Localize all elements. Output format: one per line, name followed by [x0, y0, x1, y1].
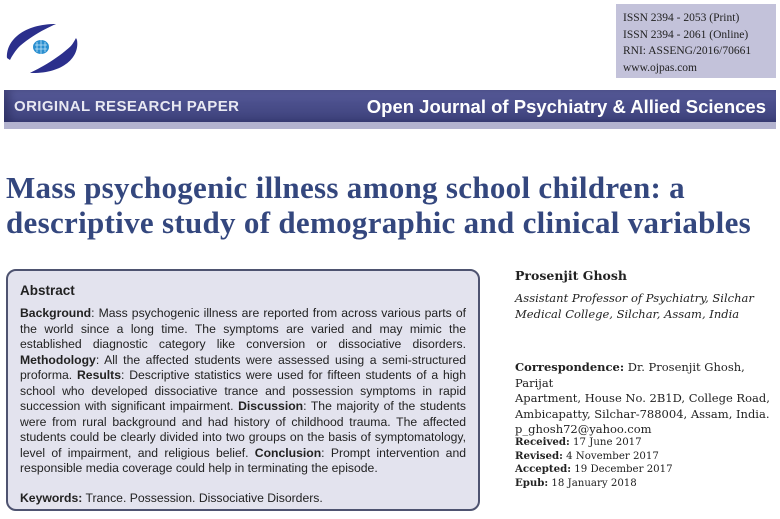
background-label: Background	[20, 306, 92, 320]
brain-icon	[33, 40, 49, 54]
banner-underline	[4, 122, 776, 129]
title-line-1: Mass psychogenic illness among school children: a	[6, 170, 685, 205]
results-text: : Descriptive statistics were used for fifteen students of a high school who developed dissociative trance and possession symptoms in rapid succession with significant impairment.	[20, 368, 466, 413]
correspondence-line-1: Dr. Prosenjit Ghosh, Parijat	[515, 360, 745, 390]
correspondence-label: Correspondence:	[515, 360, 625, 374]
discussion-label: Discussion	[238, 399, 304, 413]
correspondence-line-3: Ambicapatty, Silchar-788004, Assam, India.	[515, 406, 770, 421]
keywords-text: Trance. Possession. Dissociative Disorders.	[82, 490, 323, 505]
revised-date: Revised: 4 November 2017	[515, 449, 659, 462]
discussion-text: : The majority of the students were from rural background and had history of childhood trauma. The affected students could be clearly divided into two groups on the basis of symptomatology, level of impairment, and religious belief.	[20, 399, 466, 460]
methodology-text: : All the affected students were assessed using a semi-structured proforma.	[20, 352, 466, 382]
background-text: : Mass psychogenic illness are reported from across various parts of the world since a long time. The symptoms are varied and may mimic the established diagnostic category like conversion or dissociative disorders.	[20, 306, 466, 351]
issn-info-box	[616, 4, 776, 78]
affiliation-line-2: Medical College, Silchar, Assam, India	[515, 307, 740, 321]
article-title	[6, 170, 776, 240]
accepted-date: Accepted: 19 December 2017	[515, 463, 673, 475]
abstract-body	[20, 306, 466, 477]
author-affiliation	[515, 290, 777, 322]
abstract-heading: Abstract	[20, 283, 75, 298]
epub-date: Epub: 18 January 2018	[515, 476, 637, 489]
journal-website[interactable]: www.ojpas.com	[623, 61, 697, 74]
abstract-box	[6, 269, 480, 511]
conclusion-text: : Prompt intervention and responsible media coverage could help in terminating the episode.	[20, 445, 466, 475]
keywords	[20, 491, 466, 505]
journal-name: Open Journal of Psychiatry & Allied Sciences	[366, 96, 766, 117]
methodology-label: Methodology	[20, 352, 96, 367]
rni-number: RNI: ASSENG/2016/70661	[623, 45, 752, 57]
article-type: ORIGINAL RESEARCH PAPER	[14, 98, 240, 115]
publication-dates	[515, 436, 777, 490]
author-name: Prosenjit Ghosh	[515, 268, 628, 283]
conclusion-label: Conclusion	[254, 445, 322, 460]
journal-logo	[4, 18, 80, 78]
results-label: Results	[76, 368, 122, 382]
correspondence-email[interactable]: p_ghosh72@yahoo.com	[515, 422, 652, 436]
issn-print: ISSN 2394 - 2053 (Print)	[623, 12, 740, 24]
received-date: Received: 17 June 2017	[515, 436, 642, 448]
author-info	[515, 268, 777, 322]
issn-online: ISSN 2394 - 2061 (Online)	[623, 28, 749, 41]
header-banner	[4, 90, 776, 122]
keywords-label: Keywords:	[20, 490, 83, 505]
affiliation-line-1: Assistant Professor of Psychiatry, Silchar	[515, 291, 754, 305]
correspondence	[515, 360, 777, 438]
title-line-2: descriptive study of demographic and clinical variables	[6, 205, 751, 240]
correspondence-line-2: Apartment, House No. 2B1D, College Road,	[515, 391, 770, 405]
